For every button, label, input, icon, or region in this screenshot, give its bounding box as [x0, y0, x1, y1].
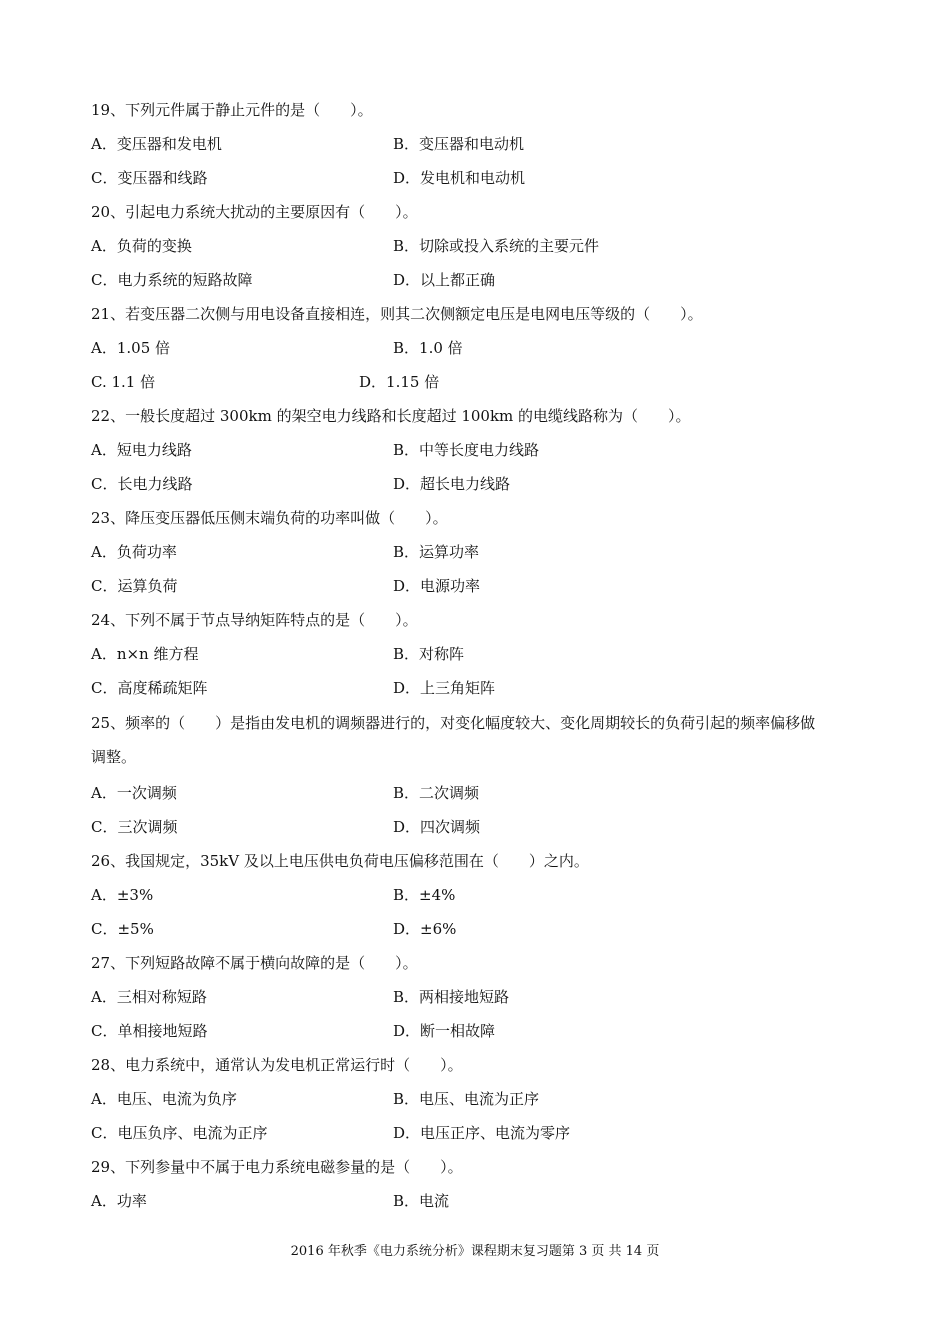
option-c: C．高度稀疏矩阵 [91, 679, 208, 697]
option-c: C．电力系统的短路故障 [91, 271, 253, 289]
option-row [91, 467, 871, 501]
option-row [91, 776, 871, 810]
option-d: D．电源功率 [393, 577, 481, 595]
option-a: A．n×n 维方程 [91, 645, 199, 663]
option-d: D．电压正序、电流为零序 [393, 1124, 571, 1142]
option-row [91, 535, 871, 569]
option-row [91, 365, 871, 399]
question-stem: 23、降压变压器低压侧末端负荷的功率叫做（ ）。 [91, 509, 448, 527]
option-row [91, 331, 871, 365]
option-b: B．运算功率 [393, 543, 480, 561]
option-row [91, 1014, 871, 1048]
option-row [91, 1184, 871, 1218]
option-b: B．1.0 倍 [393, 339, 463, 357]
option-a: A．负荷功率 [91, 543, 177, 561]
option-d: D．1.15 倍 [359, 373, 440, 391]
option-row [91, 810, 871, 844]
option-row [91, 912, 871, 946]
option-c: C．长电力线路 [91, 475, 193, 493]
option-row [91, 433, 871, 467]
option-a: A．变压器和发电机 [91, 135, 222, 153]
option-d: D．上三角矩阵 [393, 679, 496, 697]
option-a: A．负荷的变换 [91, 237, 192, 255]
option-b: B．中等长度电力线路 [393, 441, 540, 459]
option-b: B．二次调频 [393, 784, 480, 802]
page-footer: 2016 年秋季《电力系统分析》课程期末复习题第 3 页 共 14 页 [290, 1244, 660, 1259]
option-row [91, 637, 871, 671]
option-a: A．±3% [91, 886, 154, 904]
option-c: C．运算负荷 [91, 577, 178, 595]
option-c: C．变压器和线路 [91, 169, 208, 187]
option-a: A．短电力线路 [91, 441, 192, 459]
option-row [91, 263, 871, 297]
option-d: D．超长电力线路 [393, 475, 511, 493]
question-list [91, 93, 871, 1218]
option-c: C. 1.1 倍 [91, 373, 156, 391]
option-d: D．发电机和电动机 [393, 169, 526, 187]
option-d: D．四次调频 [393, 818, 481, 836]
option-a: A．三相对称短路 [91, 988, 207, 1006]
question-stem-continuation: 调整。 [91, 748, 137, 766]
question-stem: 24、下列不属于节点导纳矩阵特点的是（ ）。 [91, 611, 418, 629]
option-a: A．功率 [91, 1192, 147, 1210]
question-stem: 21、若变压器二次侧与用电设备直接相连，则其二次侧额定电压是电网电压等级的（ ）。 [91, 305, 703, 323]
option-row [91, 569, 871, 603]
question-stem: 26、我国规定，35kV 及以上电压供电负荷电压偏移范围在（ ）之内。 [91, 852, 589, 870]
question-stem: 29、下列参量中不属于电力系统电磁参量的是（ ）。 [91, 1158, 463, 1176]
option-b: B．切除或投入系统的主要元件 [393, 237, 600, 255]
option-a: A．1.05 倍 [91, 339, 170, 357]
option-row [91, 161, 871, 195]
option-b: B．变压器和电动机 [393, 135, 525, 153]
option-row [91, 1116, 871, 1150]
option-row [91, 127, 871, 161]
option-row [91, 229, 871, 263]
option-row [91, 671, 871, 705]
option-b: B．电流 [393, 1192, 450, 1210]
question-stem: 22、一般长度超过 300km 的架空电力线路和长度超过 100km 的电缆线路称为（ ）。 [91, 407, 691, 425]
option-c: C．三次调频 [91, 818, 178, 836]
option-d: D．以上都正确 [393, 271, 496, 289]
question-stem: 25、频率的（ ）是指由发电机的调频器进行的，对变化幅度较大、变化周期较长的负荷引起的频率偏移做 [91, 714, 816, 732]
option-b: B．±4% [393, 886, 456, 904]
option-d: D．±6% [393, 920, 457, 938]
option-row [91, 878, 871, 912]
question-stem: 20、引起电力系统大扰动的主要原因有（ ）。 [91, 203, 418, 221]
option-a: A．一次调频 [91, 784, 177, 802]
option-c: C．单相接地短路 [91, 1022, 208, 1040]
question-stem: 19、下列元件属于静止元件的是（ ）。 [91, 101, 373, 119]
option-b: B．电压、电流为正序 [393, 1090, 540, 1108]
option-c: C．电压负序、电流为正序 [91, 1124, 268, 1142]
option-row [91, 980, 871, 1014]
option-b: B．两相接地短路 [393, 988, 510, 1006]
question-stem: 28、电力系统中，通常认为发电机正常运行时（ ）。 [91, 1056, 463, 1074]
option-c: C．±5% [91, 920, 154, 938]
option-a: A．电压、电流为负序 [91, 1090, 237, 1108]
option-row [91, 1082, 871, 1116]
option-b: B．对称阵 [393, 645, 465, 663]
question-stem: 27、下列短路故障不属于横向故障的是（ ）。 [91, 954, 418, 972]
option-d: D．断一相故障 [393, 1022, 496, 1040]
